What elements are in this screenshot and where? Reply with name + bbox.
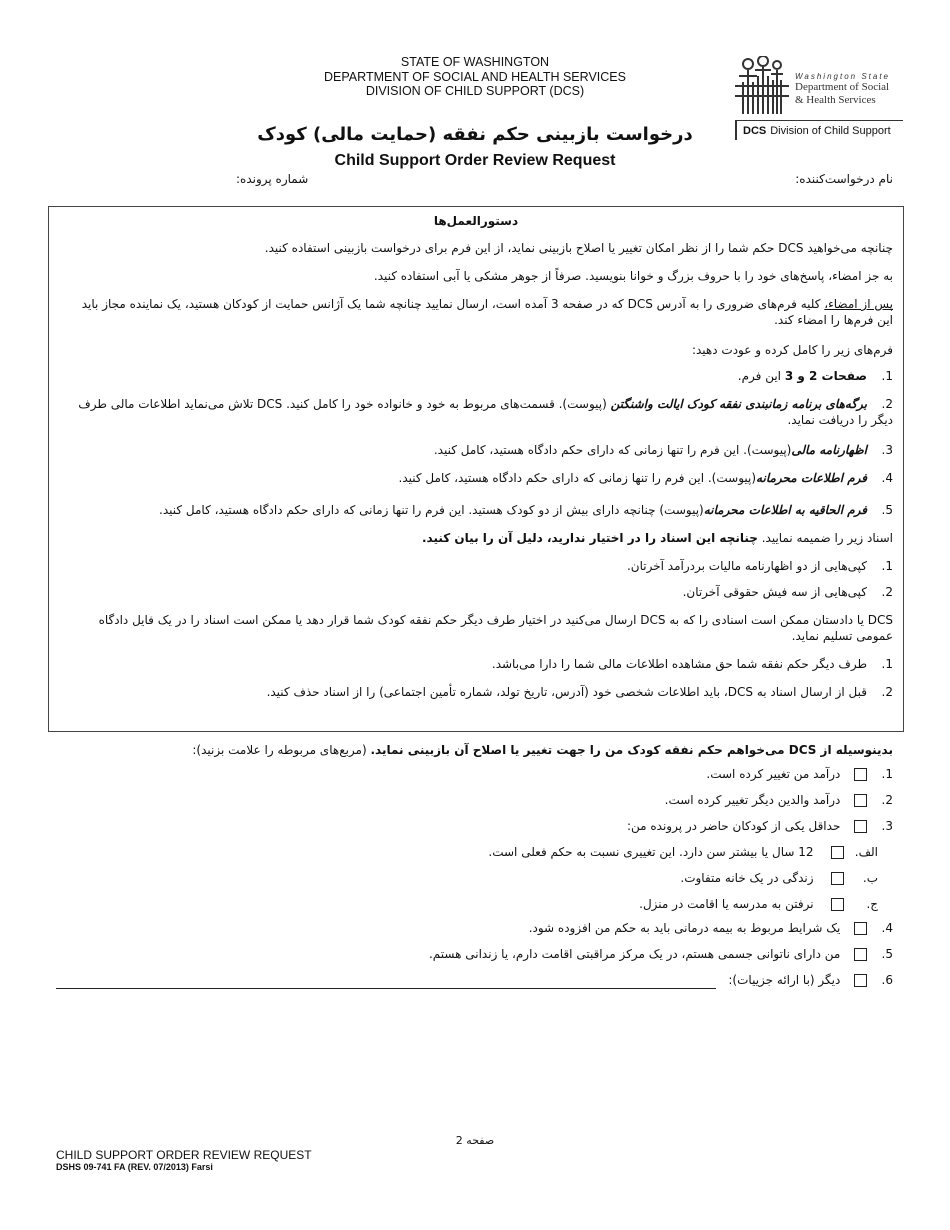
list-item: 3.اظهارنامه مالی(پیوست). این فرم را تنها زمانی که دارای حکم دادگاه هستید، کامل کنید. [433, 443, 893, 457]
checklist-option[interactable]: 6. دیگر (با ارائه جزییات): [728, 973, 893, 987]
instruction-paragraph: چنانچه می‌خواهید DCS حکم شما را از نظر امکان تغییر یا اصلاح بازبینی نماید، از این فرم برای درخواست بازبینی استفاده کنید. [264, 241, 893, 255]
suboption-checkbox[interactable] [831, 846, 844, 859]
instructions-box [48, 206, 904, 732]
suboption-checkbox[interactable] [831, 898, 844, 911]
case-number-field[interactable]: شماره پرونده: [236, 172, 309, 186]
list-item: 2.برگه‌های برنامه زمانبندی نفقه کودک ایالت واشنگتن (پیوست). قسمت‌های مربوط به خود و خانواده خود را کامل کنید. DCS تلاش می‌نماید اطلاعات مالی طرف دیگر را دریافت نماید. [78, 397, 893, 427]
page-title-english: Child Support Order Review Request [334, 152, 616, 169]
instruction-paragraph: فرم‌های زیر را کامل کرده و عودت دهید: [691, 343, 893, 357]
checklist-option[interactable]: 2. درآمد والدین دیگر تغییر کرده است. [664, 793, 893, 807]
header-line-division: DIVISION OF CHILD SUPPORT (DCS) [365, 84, 585, 98]
instruction-paragraph: به جز امضاء، پاسخ‌های خود را با حروف بزرگ و خوانا بنویسید. صرفاً از جوهر مشکی یا آبی استفاده کنید. [373, 269, 893, 283]
option-checkbox[interactable] [854, 948, 867, 961]
footer-form-id: DSHS 09-741 FA (REV. 07/2013) Farsi [56, 1162, 213, 1172]
list-item: 2.کپی‌هایی از سه فیش حقوقی آخرتان. [682, 585, 893, 599]
checklist-option[interactable]: 5. من دارای ناتوانی جسمی هستم، در یک مرکز مراقبتی اقامت دارم، یا زندانی هستم. [428, 947, 893, 961]
header-line-state: STATE OF WASHINGTON [400, 55, 550, 69]
list-item: 2.قبل از ارسال اسناد به DCS، باید اطلاعات شخصی خود (آدرس، تاریخ تولد، شماره تأمین اجتماعی) را از اسناد حذف کنید. [266, 685, 893, 699]
checklist-suboption[interactable]: ج. نرفتن به مدرسه یا اقامت در منزل. [639, 897, 878, 911]
logo-division [735, 120, 903, 140]
option-checkbox[interactable] [854, 794, 867, 807]
checklist-option[interactable]: 4. یک شرایط مربوط به بیمه درمانی باید به حکم من افزوده شود. [528, 921, 893, 935]
logo-dcs-name: Division of Child Support [770, 125, 891, 137]
suboption-checkbox[interactable] [831, 872, 844, 885]
page-number: صفحه 2 [455, 1134, 495, 1147]
option-checkbox[interactable] [854, 974, 867, 987]
signature-note-text: کلیه فرم‌های ضروری را به آدرس DCS که در صفحه 3 آمده است، ارسال نمایید چنانچه شما یک آژانس حمایت از کودکان هستید، یک نماینده مجاز باید این فرم‌ها را امضاء کند. [81, 297, 893, 327]
logo-dcs-abbr: DCS [743, 125, 767, 137]
requester-name-field[interactable]: نام درخواست‌کننده: [795, 172, 893, 186]
option-checkbox[interactable] [854, 820, 867, 833]
logo-state: Washington State [795, 72, 891, 81]
family-figures-icon [733, 56, 791, 116]
header-line-department: DEPARTMENT OF SOCIAL AND HEALTH SERVICES [324, 69, 626, 84]
instructions-heading: دستورالعمل‌ها [433, 214, 519, 228]
request-intro: بدینوسیله از DCS می‌خواهم حکم نفقه کودک من را جهت تغییر یا اصلاح آن بازبینی نماید. (مربع‌های مربوطه را علامت بزنید): [192, 743, 893, 757]
list-item: 4.فرم اطلاعات محرمانه(پیوست). این فرم را تنها زمانی که دارای حکم دادگاه هستید، کامل کنید. [398, 471, 893, 485]
instruction-paragraph: اسناد زیر را ضمیمه نمایید. چنانچه این اسناد را در اختیار ندارید، دلیل آن را بیان کنید. [421, 531, 893, 545]
option-checkbox[interactable] [854, 768, 867, 781]
footer-form-title: CHILD SUPPORT ORDER REVIEW REQUEST [56, 1148, 312, 1162]
signature-note-underlined: پس از امضاء، [824, 297, 893, 311]
list-item: 1.کپی‌هایی از دو اظهارنامه مالیات بردرآمد آخرتان. [626, 559, 893, 573]
checklist-option[interactable]: 1. درآمد من تغییر کرده است. [706, 767, 893, 781]
option-checkbox[interactable] [854, 922, 867, 935]
list-item: 1.صفحات 2 و 3 این فرم. [737, 369, 893, 383]
other-details-line[interactable] [56, 988, 716, 989]
list-item: 1.طرف دیگر حکم نفقه شما حق مشاهده اطلاعات مالی شما را دارا می‌باشد. [491, 657, 893, 671]
list-item: 5.فرم الحاقیه به اطلاعات محرمانه(پیوست) چنانچه دارای بیش از دو کودک هستید. این فرم را تنها زمانی که دارای حکم دادگاه هستید، کامل کنید. [159, 503, 893, 517]
agency-header [290, 55, 660, 99]
logo-dept-line1: Department of Social [795, 81, 890, 93]
logo-dept-line2: & Health Services [795, 94, 876, 106]
checklist-suboption[interactable]: الف. 12 سال یا بیشتر سن دارد. این تغییری نسبت به حکم فعلی است. [488, 845, 878, 859]
instruction-paragraph: DCS یا دادستان ممکن است اسنادی را که به DCS ارسال می‌کنید در اختیار طرف دیگر حکم نفقه کودک شما قرار دهد یا ممکن است اسناد را در یک فایل دادگاه عمومی تسلیم نماید. [98, 613, 893, 643]
checklist-option[interactable]: 3. حداقل یکی از کودکان حاضر در پرونده من: [626, 819, 893, 833]
dshs-logo [733, 56, 903, 142]
checklist-suboption[interactable]: ب. زندگی در یک خانه متفاوت. [680, 871, 878, 885]
page-title-farsi: درخواست بازبینی حکم نفقه (حمایت مالی) کودک [257, 124, 693, 145]
instruction-paragraph [63, 296, 893, 328]
